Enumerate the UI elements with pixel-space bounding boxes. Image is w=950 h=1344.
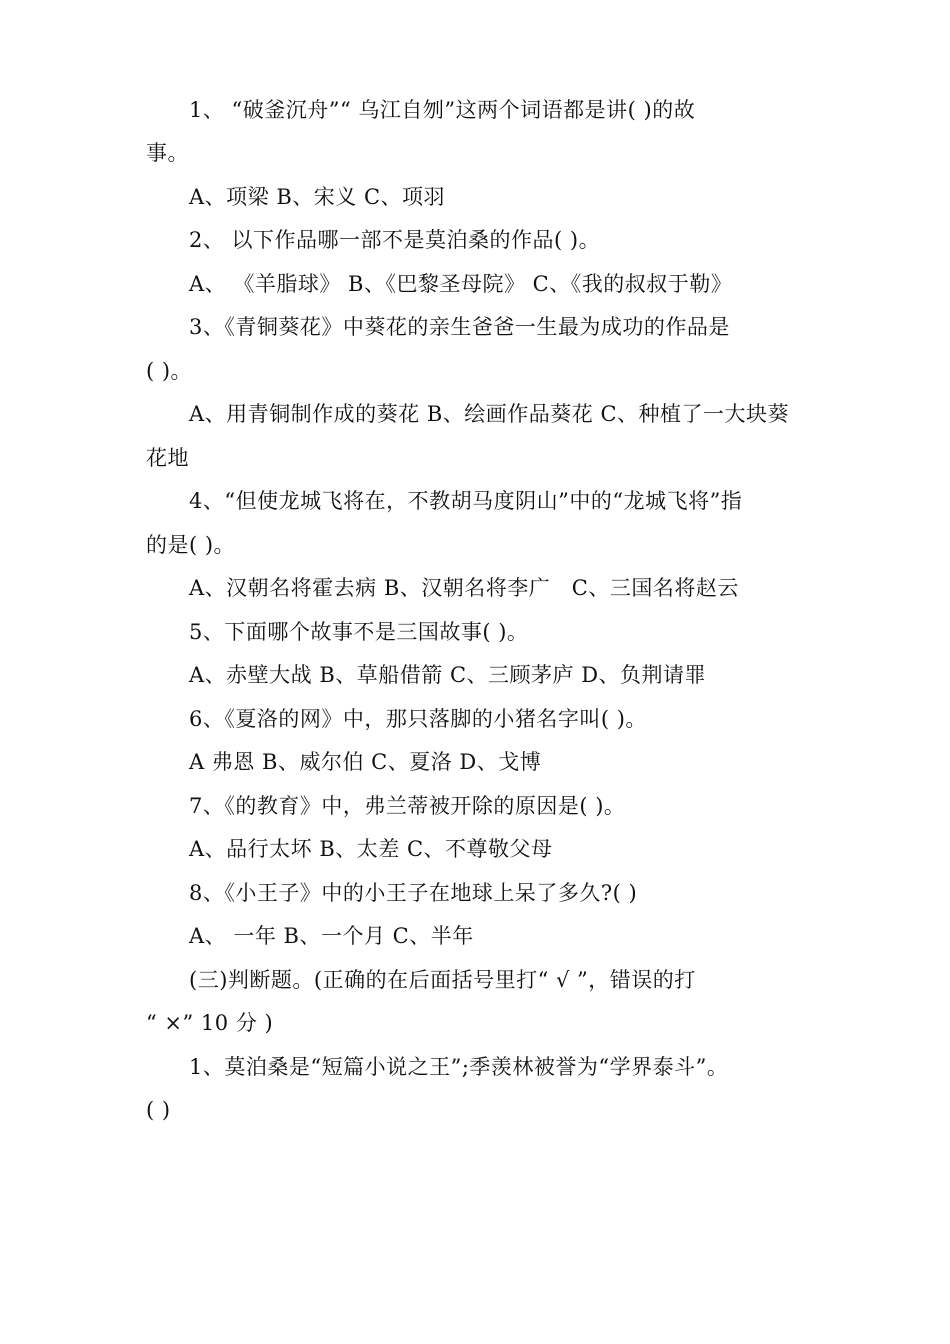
q4-line-2: 的是( )。: [146, 533, 236, 557]
q8-options: A、 一年 B、一个月 C、半年: [189, 924, 474, 948]
q1-options: A、项梁 B、宋义 C、项羽: [189, 185, 446, 209]
q1-line-1: 1、 “破釜沉舟”“ 乌江自刎”这两个词语都是讲( )的故: [189, 98, 696, 122]
q1-line-2: 事。: [146, 141, 189, 165]
q4-line-1: 4、“但使龙城飞将在，不教胡马度阴山”中的“龙城飞将”指: [189, 489, 743, 513]
section-3-heading-1: (三)判断题。(正确的在后面括号里打“ √ ”，错误的打: [189, 968, 696, 992]
tf1-line-2: ( ): [146, 1098, 171, 1122]
q3-options-2: 花地: [146, 446, 189, 470]
q3-line-2: ( )。: [146, 359, 193, 383]
q7-question: 7、《的教育》中，弗兰蒂被开除的原因是( )。: [189, 794, 626, 818]
q6-question: 6、《夏洛的网》中，那只落脚的小猪名字叫( )。: [189, 707, 647, 731]
q5-question: 5、下面哪个故事不是三国故事( )。: [189, 620, 529, 644]
q3-options-1: A、用青铜制作成的葵花 B、绘画作品葵花 C、种植了一大块葵: [189, 402, 790, 426]
q4-options: A、汉朝名将霍去病 B、汉朝名将李广 C、三国名将赵云: [189, 576, 739, 600]
tf1-line-1: 1、莫泊桑是“短篇小说之王”;季羡林被誉为“学界泰斗”。: [189, 1055, 729, 1079]
q7-options: A、品行太坏 B、太差 C、不尊敬父母: [189, 837, 553, 861]
q5-options: A、赤壁大战 B、草船借箭 C、三顾茅庐 D、负荆请罪: [189, 663, 707, 687]
q8-question: 8、《小王子》中的小王子在地球上呆了多久?( ): [189, 881, 638, 905]
q3-line-1: 3、《青铜葵花》中葵花的亲生爸爸一生最为成功的作品是: [189, 315, 730, 339]
section-3-heading-2: “ ×” 10 分 ): [146, 1011, 274, 1035]
q6-options: A 弗恩 B、威尔伯 C、夏洛 D、戈博: [189, 750, 542, 774]
q2-question: 2、 以下作品哪一部不是莫泊桑的作品( )。: [189, 228, 601, 252]
q2-options: A、 《羊脂球》 B、《巴黎圣母院》 C、《我的叔叔于勒》: [189, 272, 733, 296]
